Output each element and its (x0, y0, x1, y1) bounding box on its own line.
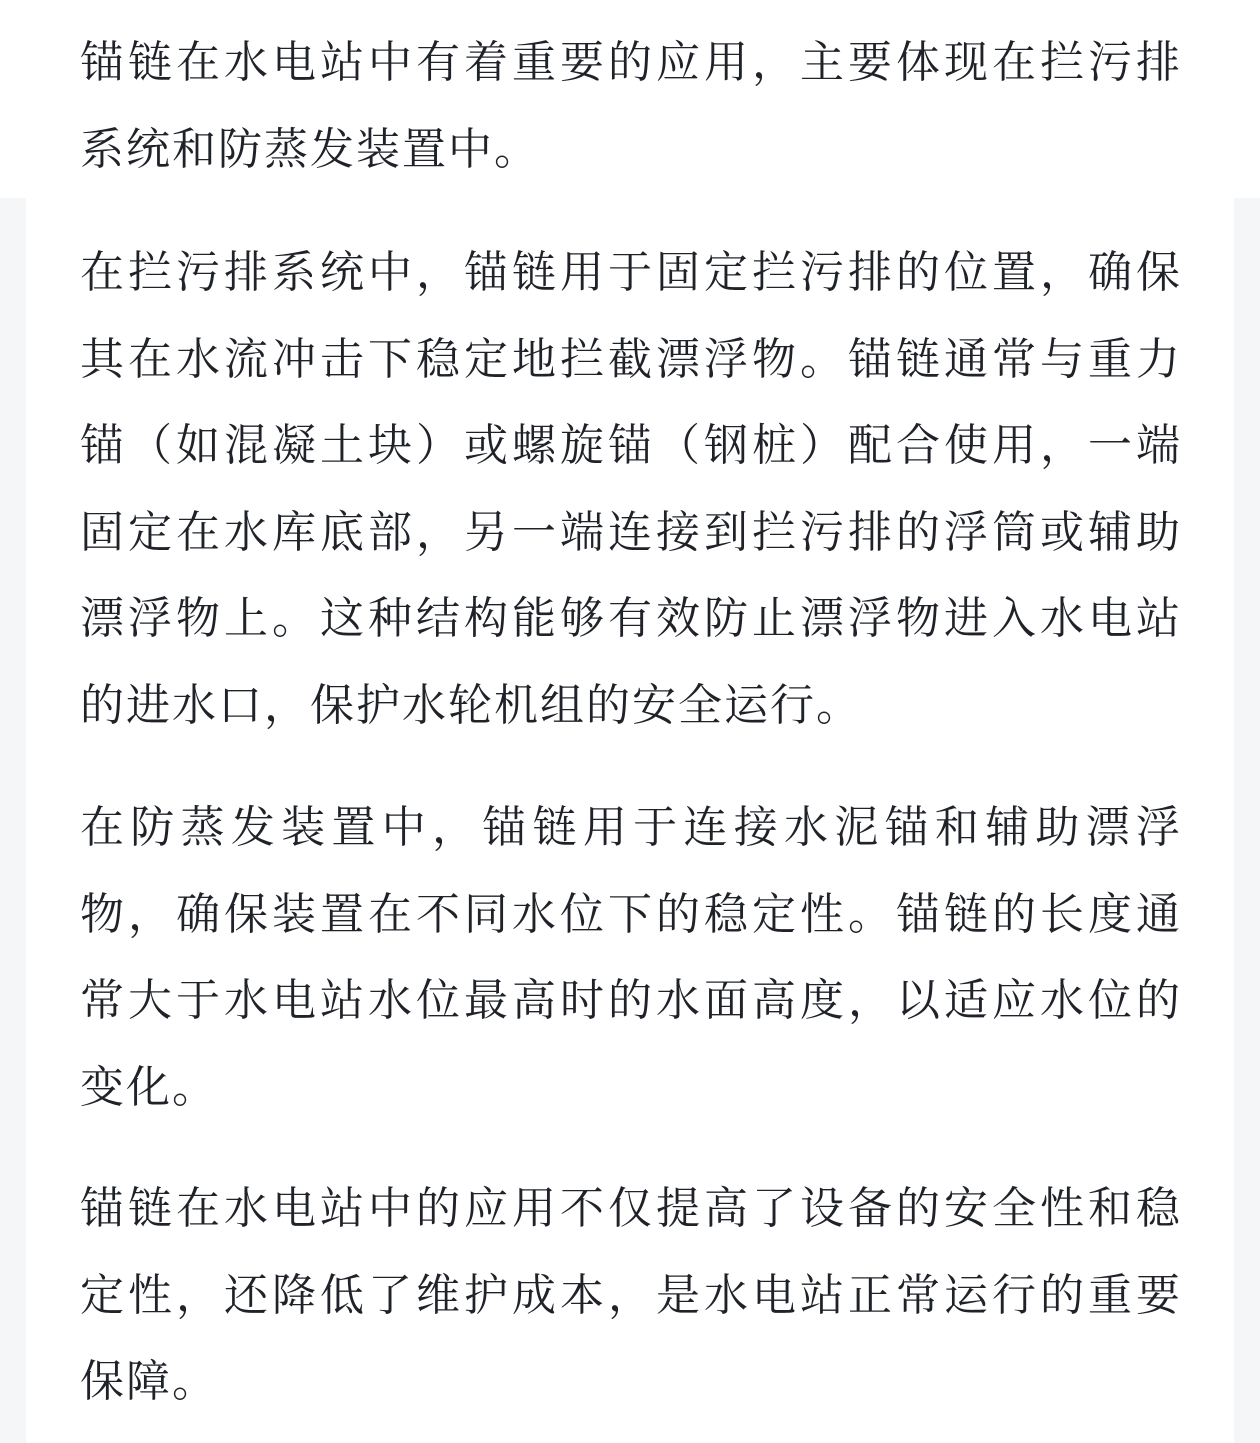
paragraph-anti-evaporation: 在防蒸发装置中，锚链用于连接水泥锚和辅助漂浮物，确保装置在不同水位下的稳定性。锚链的长度通常大于水电站水位最高时的水面高度，以适应水位的变化。 (80, 802, 1182, 1113)
paragraph-conclusion: 锚链在水电站中的应用不仅提高了设备的安全性和稳定性，还降低了维护成本，是水电站正常运行的重要保障。 (80, 1183, 1182, 1407)
paragraph-intro: 锚链在水电站中有着重要的应用，主要体现在拦污排系统和防蒸发装置中。 (80, 37, 1182, 175)
paragraph-trash-rack: 在拦污排系统中，锚链用于固定拦污排的位置，确保其在水流冲击下稳定地拦截漂浮物。锚链通常与重力锚（如混凝土块）或螺旋锚（钢桩）配合使用，一端固定在水库底部，另一端连接到拦污排的浮筒或辅助漂浮物上。这种结构能够有效防止漂浮物进入水电站的进水口，保护水轮机组的安全运行。 (80, 247, 1182, 731)
